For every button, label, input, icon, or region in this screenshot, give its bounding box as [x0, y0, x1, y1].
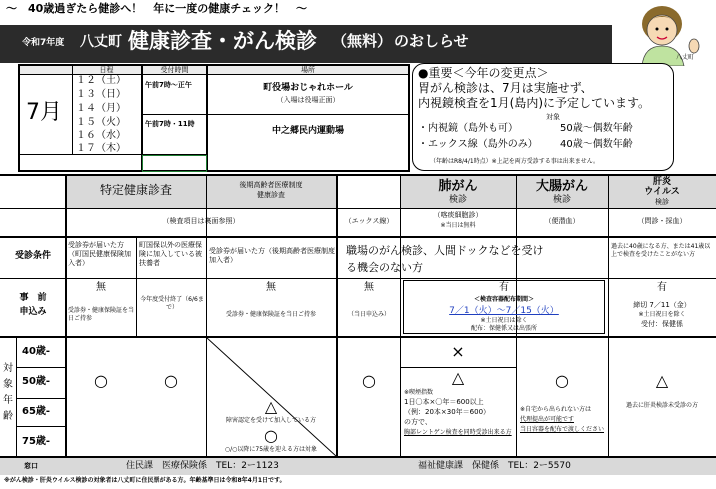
- col-liver-2: ウイルス: [644, 187, 680, 197]
- adv-tokutei-a-note: 受診券・健康保険証を当日ご持参: [68, 307, 135, 322]
- liver-mark-note: 過去に肝炎検診未受診の方: [625, 402, 698, 409]
- period-dates: 7／1（火）〜7／15（火）: [449, 306, 559, 316]
- elig-kouki: 受診券が届いた方（後期高齢者医療制度加入者）: [209, 247, 335, 265]
- age-50: 50歳-: [22, 376, 51, 387]
- notice-target-label: 対象: [546, 113, 560, 121]
- adv-tokutei-b-note: 今年度受付終了（6/6まで）: [140, 296, 204, 312]
- contact-row: [0, 458, 716, 475]
- selected-cell[interactable]: [142, 155, 207, 172]
- col-lung: 肺がん: [438, 179, 478, 194]
- col-tokutei: 特定健康診査: [99, 183, 172, 197]
- notice-heading: ●重要＜今年の変更点＞: [418, 66, 549, 80]
- notice-footnote: （年齢はR8/4/1時点）※上記を両方受診する事は出来ません。: [430, 158, 600, 165]
- date-3: １４（月）: [76, 103, 126, 114]
- place-1: 町役場おじゃれホール: [263, 83, 353, 93]
- page-title: 健康診査・がん検診: [128, 29, 317, 53]
- adv-liver-place: 受付：保健係: [641, 320, 683, 328]
- kouki-o-mark: ○: [264, 426, 278, 445]
- col-liver: 肝炎: [652, 177, 671, 187]
- lung-xray-mark: ○: [362, 371, 376, 390]
- row-advance-2: 申込み: [19, 307, 47, 317]
- mascot-label: 八丈町: [676, 54, 695, 61]
- date-4: １５（火）: [76, 117, 126, 128]
- age-40: 40歳-: [22, 346, 51, 357]
- mascot-illustration: [628, 2, 714, 66]
- col-place: 場所: [301, 66, 315, 74]
- kouki-o-note: ○/○以降に75歳を迎える方は対象: [224, 446, 318, 453]
- lung-note-2: 1日〇本×〇年＝600以上: [404, 398, 484, 406]
- period-sub: ※土日祝日は除く: [480, 317, 528, 324]
- date-2: １３（日）: [76, 89, 126, 100]
- colon-mark: ○: [555, 371, 569, 390]
- time-2: 午前7時・11時: [145, 120, 195, 128]
- row-advance: 事 前: [19, 293, 47, 303]
- colon-note-3: 当日容器を配布で渡しください: [520, 426, 605, 433]
- month: 7月: [26, 100, 62, 125]
- lung-note-5: 胸部レントゲン検査を同時受診出来る方: [404, 429, 512, 436]
- notice-line-2: 内視鏡検査を1月(島内)に予定しています。: [418, 96, 651, 110]
- adv-lung: 無: [364, 282, 374, 293]
- place-2: 中之郷民内運動場: [271, 126, 344, 136]
- date-5: １６（水）: [76, 130, 126, 141]
- target-char-4: 齢: [3, 411, 13, 422]
- tagline: 〜 40歳過ぎたら健診へ！ 年に一度の健康チェック！ 〜: [6, 2, 307, 15]
- col-colon-sub: 検診: [552, 195, 571, 205]
- date-1: １２（土）: [76, 75, 126, 86]
- target-char-1: 対: [3, 363, 13, 374]
- elig-liver: 過去に40歳になる方、または41歳以上で検査を受けたことがない方: [611, 243, 711, 258]
- notice-item-1: ・内視鏡（島外も可）: [418, 123, 518, 134]
- footer-note: ※がん検診・肝炎ウイルス検診の対象者は八丈町に住民票がある方。年齢基準日は令和8年4月1日です。: [4, 477, 286, 484]
- col-kouki-2: 健康診査: [257, 191, 285, 199]
- adv-kouki-note: 受診券・健康保険証を当日ご持参: [225, 311, 316, 318]
- adv-liver-sub: ※土日祝日を除く: [638, 311, 686, 318]
- colon-note-2: 代理提出が可能です: [520, 416, 575, 423]
- liver-mark: △: [655, 371, 669, 390]
- adv-tokutei-a: 無: [96, 282, 106, 293]
- contact-right: 福祉健康課 保健係 TEL：2ー5570: [418, 461, 571, 471]
- liver-method: （問診・採血）: [637, 217, 687, 225]
- col-date: 日程: [99, 66, 114, 74]
- period-title: ＜検査容器配布期間＞: [473, 296, 534, 303]
- col-time: 受付時間: [160, 66, 189, 74]
- target-char-2: 象: [3, 379, 13, 390]
- title-end: のおしらせ: [394, 32, 469, 50]
- title-year: 令和7年度: [22, 38, 65, 48]
- contact-left: 住民課 医療保険係 TEL：2ー1123: [126, 461, 279, 471]
- kouki-tri-mark: △: [264, 397, 278, 416]
- target-char-3: 年: [3, 395, 13, 406]
- elig-tokutei-b: 町国保以外の医療保険に加入している被扶養者: [139, 241, 202, 267]
- lung-sputum: （喀痰細胞診）: [433, 211, 483, 219]
- notice-item-1-target: 50歳〜偶数年齢: [560, 123, 633, 134]
- lung-xray: （エックス線）: [344, 217, 394, 225]
- lung-note-3: （例：20本×30年＝600）: [404, 408, 491, 416]
- period-place: 配布：保健係又は出張所: [470, 325, 537, 332]
- place-1-note: （入場は役場正面）: [276, 96, 340, 104]
- tokutei-b-mark: ○: [164, 371, 178, 390]
- tokutei-a-mark: ○: [94, 371, 108, 390]
- title-free: （無料）: [332, 32, 393, 50]
- lung-note-4: の方で、: [404, 418, 432, 426]
- lung-note-1: ※喫煙指数: [404, 389, 434, 396]
- col-liver-sub: 検診: [655, 198, 669, 206]
- notice-line-1: 胃がん検診は、7月は実施せず、: [418, 81, 593, 95]
- age-65: 65歳-: [22, 406, 51, 417]
- col-kouki: 後期高齢者医療制度: [239, 181, 303, 189]
- items-note: （検査項目は裏面参照）: [162, 217, 240, 225]
- adv-liver: 有: [657, 282, 667, 293]
- notice-item-2-target: 40歳〜偶数年齢: [560, 139, 633, 150]
- colon-note-1: ※自宅から出られない方は: [520, 406, 592, 413]
- lung-x-diagonal: [338, 338, 400, 456]
- lung-sputum-note: ※当日は無料: [440, 222, 476, 229]
- adv-colon: 有: [499, 282, 509, 293]
- col-colon: 大腸がん: [535, 179, 588, 194]
- contact-label: 窓口: [24, 462, 38, 470]
- notice-item-2: ・エックス線（島外のみ）: [418, 139, 538, 150]
- col-lung-sub: 検診: [448, 195, 467, 205]
- age-75: 75歳-: [22, 436, 51, 447]
- elig-cancer: 職場のがん検診、人間ドックなどを受ける機会のない方: [346, 244, 544, 274]
- date-6: １７（木）: [76, 143, 126, 154]
- kouki-tri-note: 障害認定を受けて加入している方: [225, 417, 316, 424]
- elig-tokutei-a: 受診券が届いた方（町国民健康保険加入者）: [68, 241, 131, 267]
- title-town: 八丈町: [80, 34, 122, 50]
- adv-kouki: 無: [266, 282, 276, 293]
- lung-tri-mark: △: [451, 368, 465, 387]
- lung-x-mark: ×: [451, 342, 465, 361]
- adv-liver-deadline: 締切 7／11（金）: [633, 301, 691, 309]
- colon-method: （便潜血）: [544, 217, 580, 225]
- adv-lung-note: （当日申込み）: [347, 311, 390, 318]
- row-eligibility: 受診条件: [14, 251, 51, 261]
- time-1: 午前7時〜正午: [145, 81, 192, 89]
